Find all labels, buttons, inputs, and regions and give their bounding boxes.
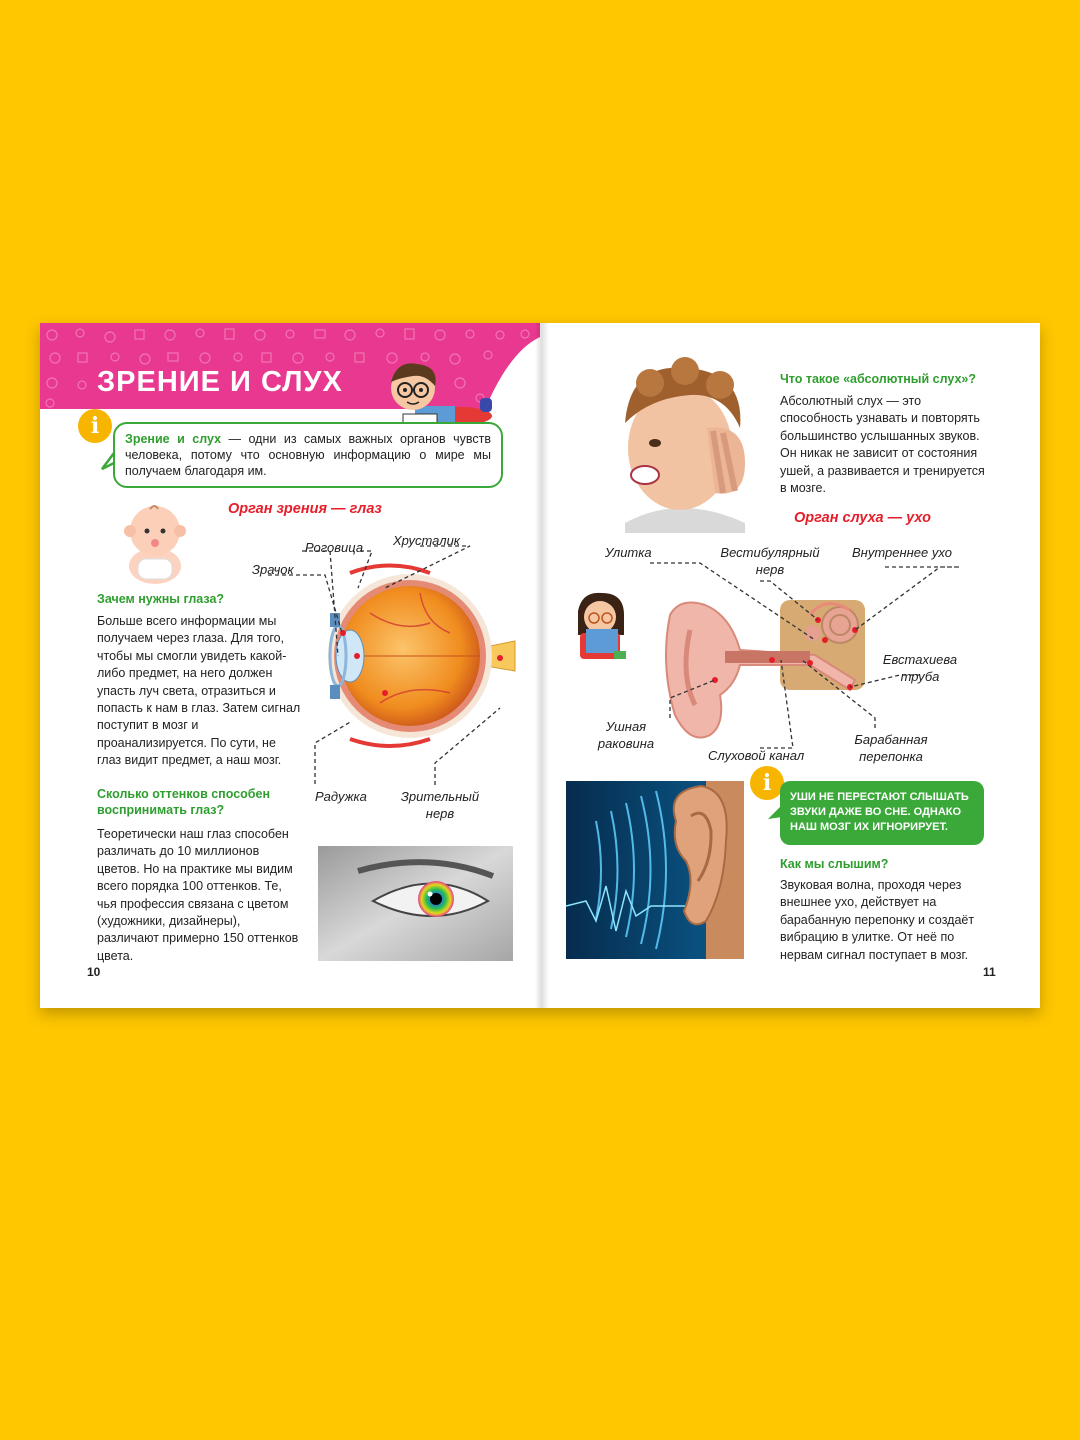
absolute-pitch-paragraph: Абсолютный слух — это способность узнавать и повторять большинство услышанных звуков. Он никак не зависит от состояния ушей, а развивается и тренируется в мозге. [780, 394, 985, 496]
label-cochlea: Улитка [605, 545, 652, 560]
question-shades: Сколько оттенков способен воспринимать глаз? [97, 787, 271, 817]
fact-box: УШИ НЕ ПЕРЕСТАЮТ СЛЫШАТЬ ЗВУКИ ДАЖЕ ВО СНЕ. ОДНАКО НАШ МОЗГ ИХ ИГНОРИРУЕТ. [780, 781, 984, 845]
label-inner-ear: Внутреннее ухо [852, 545, 952, 560]
label-ear-canal: Слуховой канал [708, 748, 805, 763]
page-number-left: 10 [87, 965, 101, 979]
page-number-right: 11 [983, 965, 996, 979]
label-vestibular-nerve: Вестибулярный нерв [720, 545, 820, 577]
eye-title: Орган зрения — глаз [228, 501, 382, 517]
question-how-we-hear: Как мы слышим? [780, 857, 889, 871]
intro-text: — одни из самых важных органов чувств человека, потому что основную информацию о мире мы получаем благодаря им. [125, 432, 491, 478]
page-title: ЗРЕНИЕ И СЛУХ [97, 366, 343, 398]
label-cornea: Роговица [305, 540, 364, 555]
shades-paragraph: Теоретически наш глаз способен различать до 10 миллионов цветов. Но на практике мы видим всего порядка 100 оттенков. Те, чья профессия связана с цветом (художники, дизайнеры), различают примерно 150 оттенков цвета. [97, 827, 299, 963]
info-icon-right: i [750, 766, 784, 800]
sound-wave-ear-photo [566, 781, 744, 959]
label-eustachian-tube: Евстахиева труба [882, 652, 958, 684]
how-we-hear-paragraph: Звуковая волна, проходя через внешнее ухо, действует на барабанную перепонку и создаёт вибрацию в улитке. От неё по нервам сигнал поступает в мозг. [780, 878, 975, 962]
question-eyes: Зачем нужны глаза? [97, 592, 225, 606]
label-eardrum: Барабанная перепонка [854, 732, 928, 764]
eyes-paragraph: Больше всего информации мы получаем через глаза. Для того, чтобы мы смогли увидеть какой-либо предмет, на него должен упасть луч света, отразиться и попасть к нам в глаз. Затем сигнал поступит в мозг и проанализируется. По сути, не глаз видит предмет, а наш мозг. [97, 614, 301, 768]
book-spread [40, 323, 1040, 1008]
label-lens: Хрусталик [393, 533, 460, 548]
intro-term: Зрение и слух [125, 432, 222, 446]
question-absolute-pitch: Что такое «абсолютный слух»? [780, 372, 976, 386]
label-auricle: Ушная раковина [597, 719, 655, 751]
info-icon: i [78, 409, 112, 443]
rainbow-eye-photo [318, 846, 513, 961]
label-iris: Радужка [315, 789, 367, 804]
ear-title: Орган слуха — ухо [794, 510, 931, 526]
label-pupil: Зрачок [252, 562, 294, 577]
label-optic-nerve: Зрительный нерв [400, 789, 480, 821]
